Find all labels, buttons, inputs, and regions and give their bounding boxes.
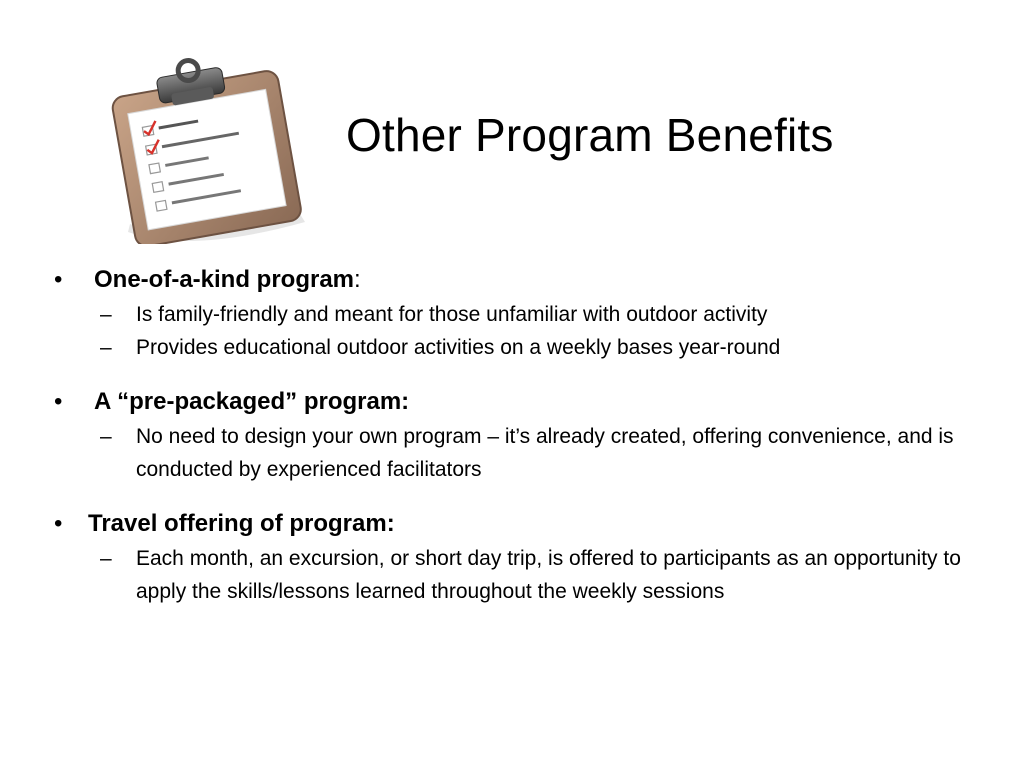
- sub-text: Provides educational outdoor activities on a weekly bases year-round: [136, 336, 781, 359]
- bullet-marker: •: [54, 266, 63, 293]
- sub-item: [50, 420, 980, 486]
- sub-text: Is family-friendly and meant for those unfamiliar with outdoor activity: [136, 303, 768, 326]
- sub-list: [50, 298, 980, 364]
- bullet-marker: •: [54, 388, 63, 415]
- sub-marker: –: [100, 303, 112, 326]
- bullet-heading: [94, 384, 409, 420]
- sub-text: No need to design your own program – it’s already created, offering convenience, and is conducted by experienced facilitators: [136, 425, 954, 481]
- sub-item: [50, 542, 980, 608]
- clipboard-checklist-icon: [100, 44, 320, 244]
- sub-item: [50, 331, 980, 364]
- sub-item: [50, 298, 980, 331]
- bullet-item: [50, 262, 980, 364]
- bullet-item: [50, 506, 980, 608]
- bullet-label: One-of-a-kind program: [94, 266, 355, 293]
- bullet-label: Travel offering of program:: [88, 510, 395, 537]
- sub-list: [50, 542, 980, 608]
- sub-marker: –: [100, 547, 112, 570]
- slide-title: Other Program Benefits: [346, 109, 834, 161]
- bullet-heading: [94, 262, 361, 298]
- bullet-heading: [88, 506, 395, 542]
- bullet-label: A “pre-packaged” program:: [94, 388, 410, 415]
- sub-list: [50, 420, 980, 486]
- clipboard-illustration: [100, 44, 320, 244]
- bullet-colon: :: [354, 266, 361, 293]
- sub-marker: –: [100, 336, 112, 359]
- bullet-item: [50, 384, 980, 486]
- bullet-list: [50, 262, 980, 608]
- bullet-marker: •: [54, 510, 63, 537]
- sub-marker: –: [100, 425, 112, 448]
- sub-text: Each month, an excursion, or short day trip, is offered to participants as an opportunity to apply the skills/lessons learned throughout the weekly sessions: [136, 547, 961, 603]
